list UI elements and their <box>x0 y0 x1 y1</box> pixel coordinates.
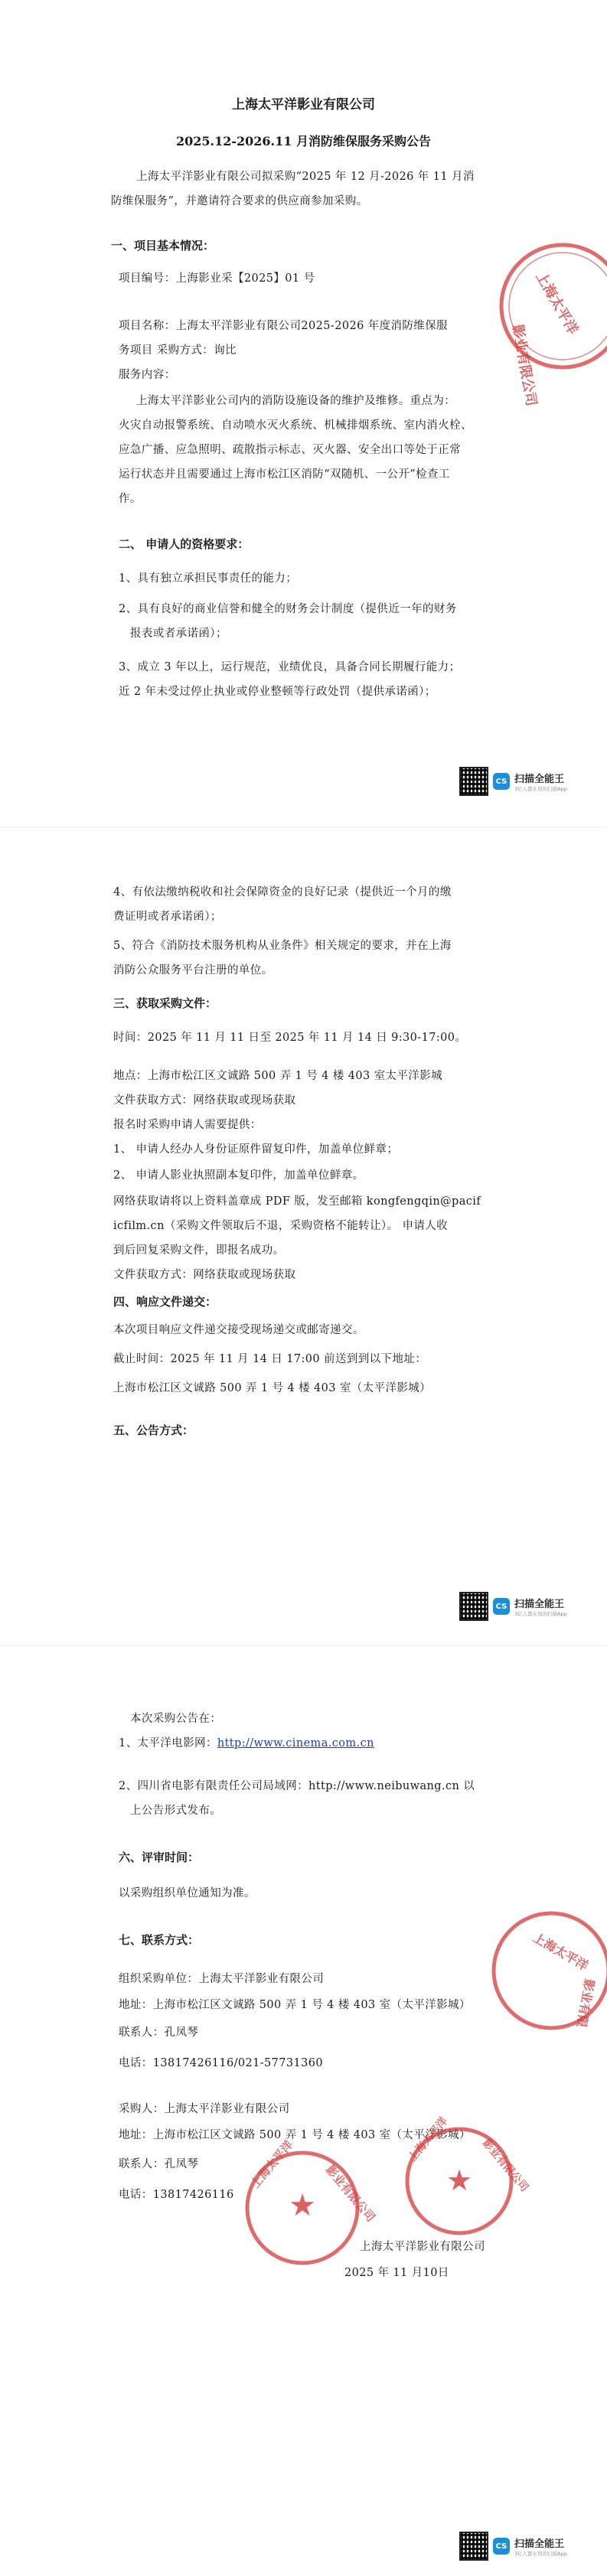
qr-code-icon <box>459 2532 488 2561</box>
submission-deadline: 截止时间：2025 年 11 月 14 日 17:00 前送到到以下地址： <box>113 1353 427 1365</box>
organizer: 组织采购单位：上海太平洋影业有限公司 <box>119 1973 325 1985</box>
organizer-address: 地址：上海市松江区文诚路 500 弄 1 号 4 楼 403 室（太平洋影城） <box>119 1999 471 2011</box>
requirement-2-line-1: 2、具有良好的商业信誉和健全的财务会计制度（提供近一年的财务 <box>119 603 457 615</box>
buyer-contact: 联系人：孔凤琴 <box>119 2158 199 2170</box>
requirement-5-line-1: 5、符合《消防技术服务机构从业条件》相关规定的要求，并在上海 <box>113 940 452 952</box>
acquire-address: 地点：上海市松江区文诚路 500 弄 1 号 4 楼 403 室太平洋影城 <box>113 1070 442 1082</box>
buyer-address: 地址：上海市松江区文诚路 500 弄 1 号 4 楼 403 室（太平洋影城） <box>119 2129 471 2141</box>
submission-mode: 本次项目响应文件递交接受现场递交或邮寄递交。 <box>113 1324 364 1336</box>
scanner-watermark <box>459 1592 567 1621</box>
submission-address: 上海市松江区文诚路 500 弄 1 号 4 楼 403 室（太平洋影城） <box>113 1382 432 1394</box>
announcement-title: 2025.12-2026.11 月消防维保服务采购公告 <box>176 134 431 148</box>
section-1-heading: 一、项目基本情况： <box>111 239 215 253</box>
company-seal <box>398 2115 531 2242</box>
company-seal <box>475 1906 605 2036</box>
svg-text:上海太平洋: 上海太平洋 <box>248 2137 296 2191</box>
scanner-tagline: 3亿人都在用的扫描App <box>514 1611 567 1617</box>
service-desc-3: 应急广播、应急照明、疏散指示标志、灭火器、安全出口等处于正常 <box>119 444 461 456</box>
company-seal <box>237 2137 378 2273</box>
service-desc-5: 作。 <box>119 493 142 505</box>
qr-code-icon <box>459 767 488 796</box>
requirement-4-line-1: 4、有依法缴纳税收和社会保障资金的良好记录（提供近一个月的缴 <box>113 886 452 898</box>
organizer-phone: 电话：13817426116/021-57731360 <box>119 2057 324 2069</box>
company-seal <box>490 230 605 408</box>
service-content-label: 服务内容： <box>119 369 176 381</box>
svg-text:★: ★ <box>445 2164 473 2197</box>
intro-line-1: 上海太平洋影业有限公司拟采购“2025 年 12 月-2026 年 11 月消 <box>136 171 475 183</box>
online-line-3: 到后回复采购文件，即报名成功。 <box>113 1244 285 1257</box>
requirement-3-line-2: 近 2 年未受过停止执业或停业整顿等行政处罚（提供承诺函）； <box>119 686 436 698</box>
requirement-2-line-2: 报表或者承诺函）； <box>130 628 227 640</box>
need-2: 2、 申请人影业执照副本复印件，加盖单位鲜章。 <box>113 1169 364 1182</box>
svg-text:影业有限: 影业有限 <box>573 1978 597 2029</box>
section-7-heading: 七、联系方式： <box>119 1933 200 1947</box>
requirement-1: 1、具有独立承担民事责任的能力； <box>119 572 298 585</box>
camscanner-logo-icon: CS <box>493 1598 510 1615</box>
qr-code-icon <box>459 1592 488 1621</box>
camscanner-logo-icon: CS <box>493 2538 510 2555</box>
service-desc-1: 上海太平洋影业公司内的消防设施设备的维护及维修。重点为： <box>136 395 456 407</box>
signature-company: 上海太平洋影业有限公司 <box>360 2241 485 2253</box>
publication-lead: 本次采购公告在： <box>130 1713 222 1725</box>
section-2-heading: 二、 申请人的资格要求： <box>119 537 250 551</box>
application-needs: 报名时采购申请人需要提供： <box>113 1119 262 1131</box>
scanner-tagline: 3亿人都在用的扫描App <box>514 786 567 792</box>
svg-text:上海太平洋: 上海太平洋 <box>406 2115 451 2164</box>
scanner-name: 扫描全能王 <box>514 1599 565 1610</box>
section-5-heading: 五、公告方式： <box>113 1423 194 1437</box>
cinema-website-link[interactable]: http://www.cinema.com.cn <box>217 1737 374 1749</box>
publication-media-1-label: 1、太平洋电影网： <box>119 1737 217 1749</box>
svg-text:影业有限公司: 影业有限公司 <box>322 2163 378 2225</box>
requirement-5-line-2: 消防公众服务平台注册的单位。 <box>113 964 273 977</box>
intro-line-2: 防维保服务”，并邀请符合要求的供应商参加采购。 <box>111 195 368 207</box>
publication-media-1 <box>119 1731 374 1756</box>
svg-text:★: ★ <box>289 2188 316 2223</box>
acquire-method-2: 文件获取方式：网络获取或现场获取 <box>113 1269 296 1281</box>
buyer: 采购人：上海太平洋影业有限公司 <box>119 2103 290 2115</box>
scanner-watermark <box>459 767 567 796</box>
acquire-method: 文件获取方式：网络获取或现场获取 <box>113 1094 296 1107</box>
section-3-heading: 三、获取采购文件： <box>113 996 217 1010</box>
page-separator <box>0 1645 607 1646</box>
project-name-2: 务项目 采购方式：询比 <box>119 344 237 357</box>
publication-media-2-line-1: 2、四川省电影有限责任公司局域网：http://www.neibuwang.cn 以 <box>119 1780 475 1792</box>
need-1: 1、 申请人经办人身份证原件留复印件，加盖单位鲜章； <box>113 1143 399 1156</box>
service-desc-4: 运行状态并且需要通过上海市松江区消防“双随机、一公开”检查工 <box>119 468 450 481</box>
online-line-2: icfilm.cn（采购文件领取后不退，采购资格不能转让）。 申请人收 <box>113 1220 449 1232</box>
acquire-time: 时间：2025 年 11 月 11 日至 2025 年 11 月 14 日 9:30-17:00。 <box>113 1032 467 1044</box>
camscanner-logo-icon: CS <box>493 773 510 790</box>
section-6-heading: 六、评审时间： <box>119 1850 200 1864</box>
requirement-3-line-1: 3、成立 3 年以上，运行规范，业绩优良，具备合同长期履行能力； <box>119 661 461 673</box>
svg-text:影业有限公司: 影业有限公司 <box>509 323 540 408</box>
signature-date: 2025 年 11 月10日 <box>344 2267 449 2279</box>
buyer-phone: 电话：13817426116 <box>119 2189 234 2201</box>
review-time: 以采购组织单位通知为准。 <box>119 1887 256 1899</box>
svg-text:影业有限公司: 影业有限公司 <box>479 2137 531 2194</box>
organizer-contact: 联系人：孔凤琴 <box>119 2027 199 2039</box>
scanner-tagline: 3亿人都在用的扫描App <box>514 2551 567 2557</box>
project-number: 项目编号：上海影业采【2025】01 号 <box>119 272 315 285</box>
scanner-name: 扫描全能王 <box>514 774 565 785</box>
service-desc-2: 火灾自动报警系统、自动喷水灭火系统、机械排烟系统、室内消火栓、 <box>119 419 472 432</box>
svg-text:上海太平洋: 上海太平洋 <box>532 269 581 337</box>
section-4-heading: 四、响应文件递交： <box>113 1295 217 1309</box>
project-name-1: 项目名称：上海太平洋影业有限公司2025-2026 年度消防维保服 <box>119 320 449 332</box>
online-line-1: 网络获取请将以上资料盖章成 PDF 版，发至邮箱 kongfengqin@pacif <box>113 1195 481 1208</box>
scanner-watermark <box>459 2532 567 2561</box>
svg-text:上海太平洋: 上海太平洋 <box>530 1930 591 1974</box>
company-title: 上海太平洋影业有限公司 <box>232 97 375 112</box>
requirement-4-line-2: 费证明或者承诺函）； <box>113 911 222 923</box>
publication-media-2-line-2: 上公告形式发布。 <box>130 1805 222 1817</box>
scanner-name: 扫描全能王 <box>514 2539 565 2550</box>
